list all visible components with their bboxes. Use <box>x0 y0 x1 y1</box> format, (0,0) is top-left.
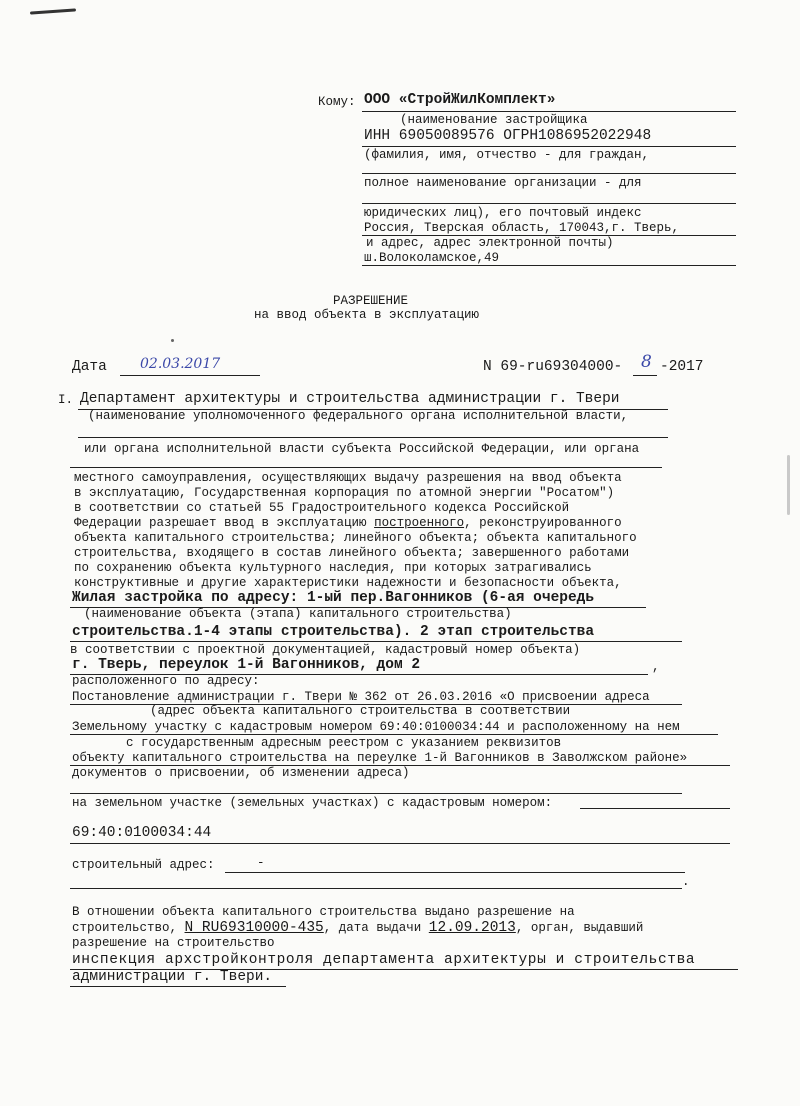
date-label: Дата <box>72 359 107 375</box>
caption-project: в соответствии с проектной документацией, кадастровый номер объекта) <box>70 643 581 657</box>
underline <box>70 843 730 844</box>
underline <box>70 734 718 735</box>
permit-line-1: В отношении объекта капитального строительства выдано разрешение на <box>72 905 575 919</box>
underline <box>70 888 682 889</box>
ink-dot <box>171 339 174 342</box>
body-text-4: строительства, входящего в состав линейного объекта; завершенного работами <box>74 546 630 560</box>
section-numeral: I. <box>58 393 74 407</box>
issuer-line-2: администрации г. Твери. <box>72 969 273 985</box>
body-text-1: в соответствии со статьей 55 Градостроительного кодекса Российской <box>74 501 570 515</box>
permit-number-handwritten: 8 <box>641 352 652 372</box>
caption-address-1: (адрес объекта капитального строительства в соответствии <box>150 704 571 718</box>
cadastral-number: 69:40:0100034:44 <box>72 825 212 841</box>
caption-authority-2: или органа исполнительной власти субъекта Российской Федерации, или органа <box>84 442 640 456</box>
address-line-1: Россия, Тверская область, 170043,г. Тверь, <box>364 221 680 235</box>
body-text-5: по сохранению объекта культурного наследия, при которых затрагивались <box>74 561 592 575</box>
underline <box>70 641 682 642</box>
decree-line-1: Постановление администрации г. Твери № 362 от 26.03.2016 «О присвоении адреса <box>72 690 650 704</box>
decree-line-2: Земельному участку с кадастровым номером 69:40:0100034:44 и расположенному на нем <box>72 720 680 734</box>
caption-authority-1: (наименование уполномоченного федерального органа исполнительной власти, <box>88 409 629 423</box>
object-name-line-1: Жилая застройка по адресу: 1-ый пер.Вагонников (6-ая очередь <box>72 590 595 606</box>
construction-permit-number: N RU69310000-435 <box>184 920 324 936</box>
address-comma: , <box>652 660 660 674</box>
land-label: на земельном участке (земельных участках) с кадастровым номером: <box>72 796 553 810</box>
caption-email: и адрес, адрес электронной почты) <box>366 236 614 250</box>
permit-line-3: разрешение на строительство <box>72 936 275 950</box>
decree-line-3: объекту капитального строительства на переулке 1-й Вагонников в Заволжском районе» <box>72 751 688 765</box>
body-text-6: конструктивные и другие характеристики надежности и безопасности объекта, <box>74 576 622 590</box>
document-title: РАЗРЕШЕНИЕ <box>333 294 409 308</box>
underline <box>362 265 736 266</box>
issuing-authority: Департамент архитектуры и строительства администрации г. Твери <box>80 391 620 407</box>
body-text-3: объекта капитального строительства; линейного объекта; объекта капитального <box>74 531 637 545</box>
developer-company: ООО «СтройЖилКомплект» <box>364 92 556 108</box>
pen-scratch-mark <box>30 8 76 14</box>
body-text-2: Федерации разрешает ввод в эксплуатацию построенного, реконструированного <box>74 516 622 530</box>
caption-fullname: полное наименование организации - для <box>364 176 642 190</box>
underline <box>70 793 682 794</box>
underline <box>580 808 730 809</box>
object-address: г. Тверь, переулок 1-й Вагонников, дом 2 <box>72 657 421 673</box>
object-name-line-2: строительства.1-4 этапы строительства). 2 этап строительства <box>72 624 595 640</box>
caption-object-name: (наименование объекта (этапа) капитального строительства) <box>84 607 512 621</box>
underline <box>225 872 685 873</box>
caption-developer: (наименование застройщика <box>400 113 588 127</box>
address-line-2: ш.Волоколамское,49 <box>364 251 500 265</box>
build-address-label: строительный адрес: <box>72 858 215 872</box>
paper-crease-mark <box>787 455 790 515</box>
caption-authority-4: в эксплуатацию, Государственная корпорация по атомной энергии "Росатом") <box>74 486 615 500</box>
underline <box>362 173 736 174</box>
body-text-underlined: построенного <box>374 516 465 530</box>
final-dot: . <box>682 875 690 889</box>
caption-authority-3: местного самоуправления, осуществляющих выдачу разрешения на ввод объекта <box>74 471 622 485</box>
build-address-value: - <box>257 856 265 870</box>
caption-address-2: с государственным адресным реестром с указанием реквизитов <box>126 736 562 750</box>
underline <box>70 986 286 987</box>
permit-line-2: строительство, N RU69310000-435, дата выдачи 12.09.2013, орган, выдавший <box>72 920 644 936</box>
date-handwritten: 02.03.2017 <box>140 356 221 372</box>
document-subtitle: на ввод объекта в эксплуатацию <box>254 308 480 322</box>
caption-address-3: документов о присвоении, об изменении адреса) <box>72 766 410 780</box>
underline <box>120 375 260 376</box>
construction-permit-date: 12.09.2013 <box>428 920 516 936</box>
underline <box>78 437 668 438</box>
underline <box>362 146 736 147</box>
permit-number-suffix: -2017 <box>660 359 704 375</box>
underline <box>633 375 657 376</box>
underline <box>362 203 736 204</box>
caption-located: расположенного по адресу: <box>72 674 260 688</box>
to-label: Кому: <box>318 95 356 109</box>
inn-ogrn: ИНН 69050089576 ОГРН1086952022948 <box>364 128 652 144</box>
permit-number-prefix: N 69-ru69304000- <box>483 359 623 375</box>
caption-legal: юридических лиц), его почтовый индекс <box>364 206 642 220</box>
caption-fio: (фамилия, имя, отчество - для граждан, <box>364 148 650 162</box>
underline <box>362 111 736 112</box>
issuer-line-1: инспекция архстройконтроля департамента архитектуры и строительства <box>72 952 696 968</box>
underline <box>70 467 662 468</box>
